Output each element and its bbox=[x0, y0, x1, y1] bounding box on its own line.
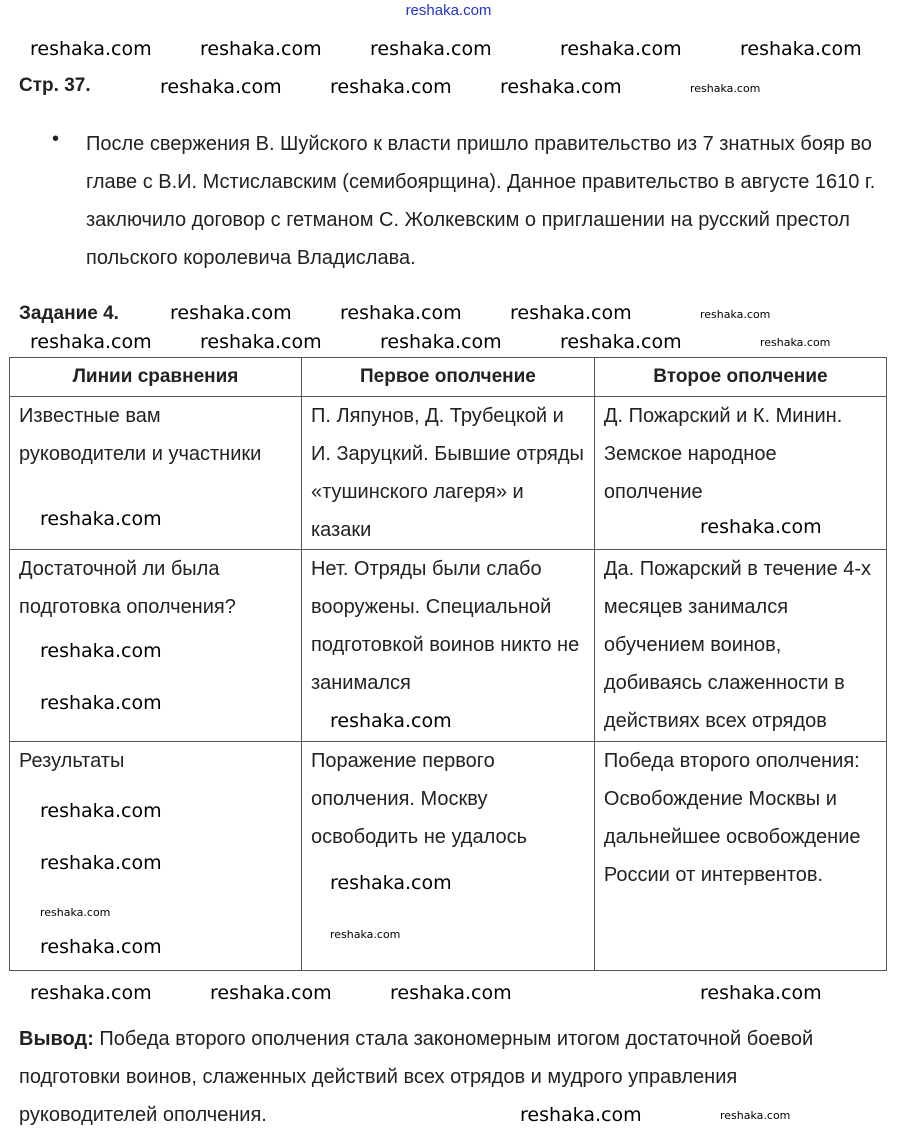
watermark: reshaka.com bbox=[160, 76, 282, 98]
watermark: reshaka.com bbox=[40, 936, 162, 958]
watermark: reshaka.com bbox=[330, 872, 452, 894]
watermark: reshaka.com bbox=[330, 710, 452, 732]
watermark: reshaka.com bbox=[40, 640, 162, 662]
bullet-icon: • bbox=[52, 128, 60, 150]
watermark: reshaka.com bbox=[330, 928, 401, 941]
column-header: Линии сравнения bbox=[10, 358, 302, 397]
watermark: reshaka.com bbox=[760, 336, 831, 349]
watermark: reshaka.com bbox=[380, 331, 502, 353]
conclusion-text: Победа второго ополчения стала закономерным итогом достаточной боевой подготовки воинов, слаженных действий всех отрядов и мудрого управления руководителей ополчения. bbox=[19, 1028, 814, 1126]
task-label: Задание 4. bbox=[19, 303, 119, 324]
table-header-row bbox=[10, 358, 887, 397]
table-cell: Поражение первого ополчения. Москву освободить не удалось bbox=[301, 742, 594, 971]
watermark: reshaka.com bbox=[700, 516, 822, 538]
conclusion-label: Вывод: bbox=[19, 1028, 94, 1050]
watermark: reshaka.com bbox=[340, 302, 462, 324]
watermark: reshaka.com bbox=[690, 82, 761, 95]
table-cell: Д. Пожарский и К. Минин. Земское народное ополчение bbox=[594, 397, 886, 550]
watermark: reshaka.com bbox=[40, 800, 162, 822]
table-cell: Нет. Отряды были слабо вооружены. Специальной подготовкой воинов никто не занимался bbox=[301, 550, 594, 742]
table-cell: Известные вам руководители и участники bbox=[10, 397, 302, 550]
column-header: Второе ополчение bbox=[594, 358, 886, 397]
watermark: reshaka.com bbox=[390, 982, 512, 1004]
site-watermark-top: reshaka.com bbox=[405, 2, 492, 19]
table-cell: Достаточной ли была подготовка ополчения? bbox=[10, 550, 302, 742]
table-cell: П. Ляпунов, Д. Трубецкой и И. Заруцкий. Бывшие отряды «тушинского лагеря» и казаки bbox=[301, 397, 594, 550]
column-header: Первое ополчение bbox=[301, 358, 594, 397]
watermark: reshaka.com bbox=[330, 76, 452, 98]
watermark: reshaka.com bbox=[170, 302, 292, 324]
watermark: reshaka.com bbox=[700, 982, 822, 1004]
watermark: reshaka.com bbox=[200, 331, 322, 353]
watermark: reshaka.com bbox=[500, 76, 622, 98]
watermark: reshaka.com bbox=[30, 331, 152, 353]
bullet-paragraph: После свержения В. Шуйского к власти пришло правительство из 7 знатных бояр во главе с В.И. Мстиславским (семибоярщина). Данное правительство в августе 1610 г. заключило договор с гетманом С. Жолкевским о приглашении на русский престол польского королевича Владислава. bbox=[86, 133, 876, 269]
watermark: reshaka.com bbox=[520, 1104, 642, 1126]
watermark: reshaka.com bbox=[370, 38, 492, 60]
watermark: reshaka.com bbox=[40, 906, 111, 919]
watermark: reshaka.com bbox=[40, 692, 162, 714]
watermark: reshaka.com bbox=[210, 982, 332, 1004]
page-label: Стр. 37. bbox=[19, 75, 91, 96]
watermark: reshaka.com bbox=[40, 852, 162, 874]
watermark: reshaka.com bbox=[30, 982, 152, 1004]
table-cell: Результаты bbox=[10, 742, 302, 971]
watermark: reshaka.com bbox=[510, 302, 632, 324]
watermark: reshaka.com bbox=[720, 1109, 791, 1122]
watermark: reshaka.com bbox=[40, 508, 162, 530]
watermark: reshaka.com bbox=[700, 308, 771, 321]
watermark: reshaka.com bbox=[200, 38, 322, 60]
watermark: reshaka.com bbox=[560, 331, 682, 353]
watermark: reshaka.com bbox=[30, 38, 152, 60]
watermark: reshaka.com bbox=[560, 38, 682, 60]
watermark: reshaka.com bbox=[740, 38, 862, 60]
table-cell: Да. Пожарский в течение 4-х месяцев занимался обучением воинов, добиваясь слаженности в действиях всех отрядов bbox=[594, 550, 886, 742]
table-cell: Победа второго ополчения: Освобождение Москвы и дальнейшее освобождение России от интервентов. bbox=[594, 742, 886, 971]
